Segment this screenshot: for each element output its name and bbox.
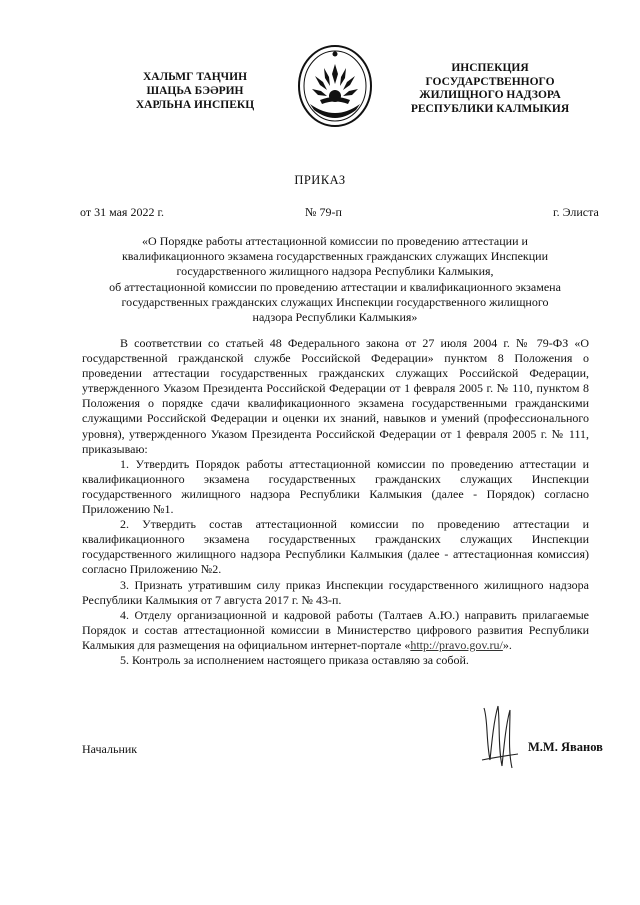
- header-right-line: РЕСПУБЛИКИ КАЛМЫКИЯ: [410, 102, 570, 115]
- item4-end: ».: [502, 637, 512, 652]
- order-item: 3. Признать утратившим силу приказ Инспекции государственного жилищного надзора Республики Калмыкия от 7 августа 2017 г. № 43-п.: [82, 577, 589, 607]
- preamble-paragraph: В соответствии со статьей 48 Федерального закона от 27 июля 2004 г. № 79-ФЗ «О государственной гражданской службе Российской Федерации» пунктом 8 Положения о проведении аттестации государственных гражданских служащих Российской Федерации, утвержденного Указом Президента Российской Федерации от 1 февраля 2005 г. № 110, пунктом 8 Положения о порядке сдачи квалификационного экзамена государственными гражданскими служащими Российской Федерации и оценки их знаний, навыков и умений (профессионального уровня), утвержденного Указом Президента Российской Федерации от 1 февраля 2005 г. № 111, приказываю:: [82, 336, 589, 456]
- order-subject: [90, 234, 580, 325]
- order-item: 1. Утвердить Порядок работы аттестационной комиссии по проведению аттестации и квалификационного экзамена государственных гражданских служащих Инспекции государственного жилищного надзора Республики Калмыкия (далее - Порядок) согласно Приложению №1.: [82, 456, 589, 517]
- header-left-line: ХАРЛЬНА ИНСПЕКЦ: [135, 99, 255, 111]
- header-left-kalmyk: [100, 70, 290, 112]
- subject-line: государственных гражданских служащих Инспекции государственного жилищного: [121, 294, 549, 309]
- header-right-line: ГОСУДАРСТВЕННОГО: [425, 75, 555, 88]
- subject-line: надзора Республики Калмыкия»: [252, 310, 418, 325]
- order-city: г. Элиста: [553, 205, 599, 219]
- item4-text: 4. Отделу организационной и кадровой работы (Талтаев А.Ю.) направить прилагаемые Порядок и состав аттестационной комиссии в Министерство цифрового развития Республики Калмыкия для размещения на официальном интернет-портале «: [82, 607, 589, 652]
- subject-line: об аттестационной комиссии по проведению аттестации и квалификационного экзамена: [109, 279, 561, 294]
- subject-line: «О Порядке работы аттестационной комиссии по проведению аттестации и: [142, 234, 528, 248]
- handwritten-signature-icon: [474, 700, 524, 772]
- document-title: ПРИКАЗ: [294, 173, 346, 187]
- coat-of-arms-emblem-icon: [296, 44, 374, 130]
- order-date: от 31 мая 2022 г.: [80, 205, 165, 219]
- order-item-4: [82, 608, 589, 653]
- signatory-position: Начальник: [82, 742, 138, 756]
- order-number: № 79-п: [305, 205, 342, 219]
- header-right-line: ЖИЛИЩНОГО НАДЗОРА: [419, 89, 561, 101]
- subject-line: государственного жилищного надзора Республики Калмыкия,: [176, 264, 494, 279]
- order-item: 5. Контроль за исполнением настоящего приказа оставляю за собой.: [120, 652, 469, 667]
- header-left-line: ШАЦЬА БЭӘРИН: [146, 85, 244, 97]
- pravo-portal-link[interactable]: http://pravo.gov.ru/: [410, 637, 503, 652]
- signatory-name: М.М. Яванов: [528, 740, 603, 754]
- header-right-line: ИНСПЕКЦИЯ: [451, 62, 529, 74]
- order-body: [82, 336, 589, 668]
- subject-line: квалификационного экзамена государственных гражданских служащих Инспекции: [121, 249, 549, 264]
- order-item: 2. Утвердить состав аттестационной комиссии по проведению аттестации и квалификационного экзамена государственных гражданских служащих Инспекции государственного жилищного надзора Республики Калмыкия (далее - аттестационная комиссия) согласно Приложению №2.: [82, 517, 589, 577]
- header-left-line: ХАЛЬМГ ТАҢЧИН: [142, 71, 248, 83]
- header-right-russian: [400, 62, 580, 116]
